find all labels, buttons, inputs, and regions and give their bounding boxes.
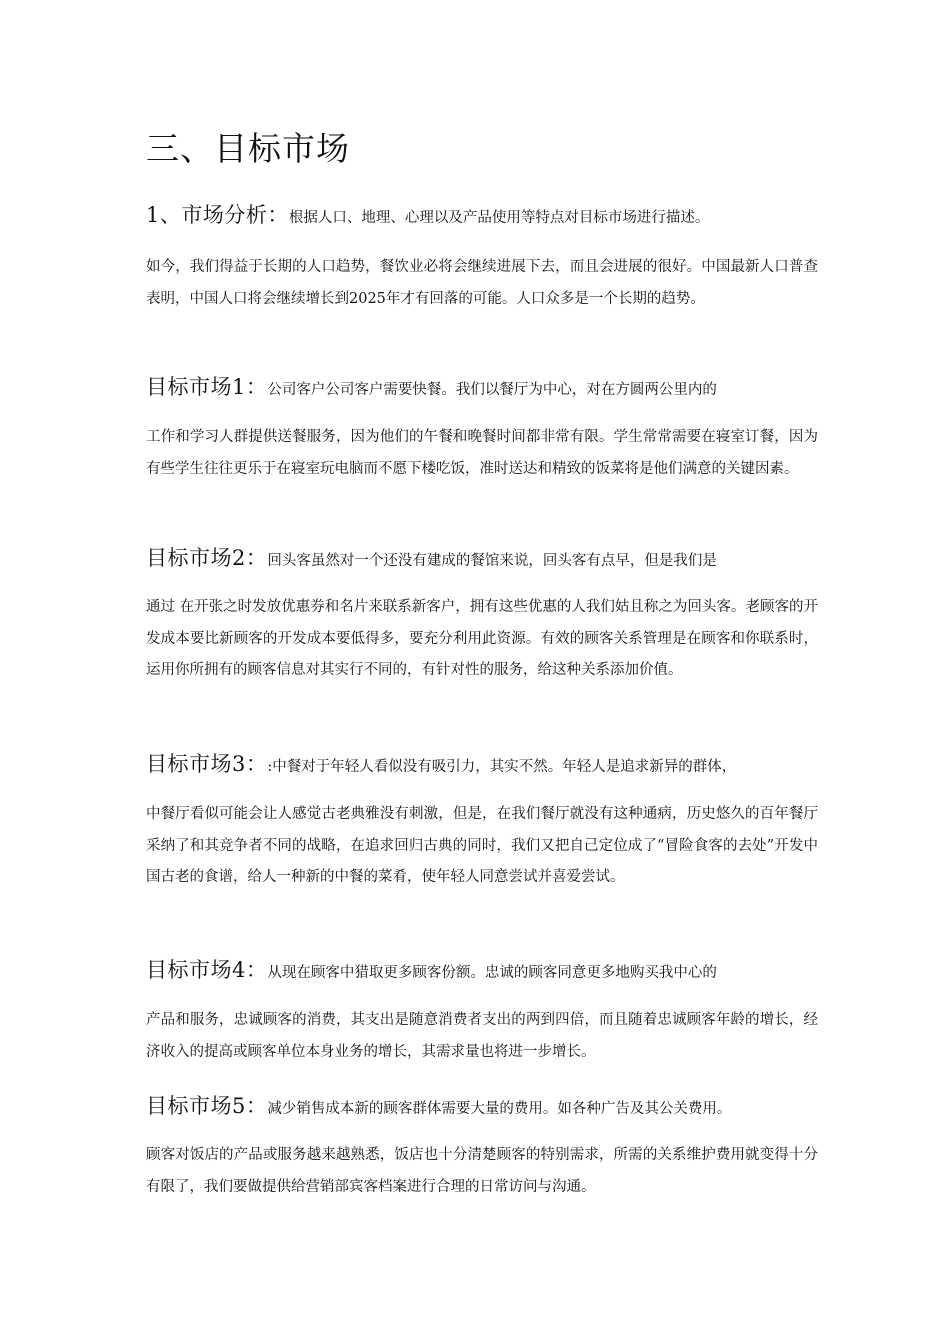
- target-market-1-heading-line: [146, 372, 818, 405]
- target-market-2-lead: 回头客虽然对一个还没有建成的餐馆来说，回头客有点早，但是我们是: [267, 553, 717, 569]
- target-market-1-heading: 目标市场1：: [146, 375, 268, 399]
- target-market-5-lead: 减少销售成本新的顾客群体需要大量的费用。如各种广告及其公关费用。: [267, 1101, 732, 1117]
- target-market-4-heading: 目标市场4：: [146, 958, 268, 982]
- target-market-3-heading: 目标市场3：: [146, 752, 268, 776]
- target-market-2-heading: 目标市场2：: [146, 546, 268, 570]
- target-market-1-body: 工作和学习人群提供送餐服务，因为他们的午餐和晚餐时间都非常有限。学生常常需要在寝室订餐，因为有些学生往往更乐于在寝室玩电脑而不愿下楼吃饭，准时送达和精致的饭菜将是他们满意的关键因素。: [146, 429, 818, 477]
- target-market-3-lead: :中餐对于年轻人看似没有吸引力，其实不然。年轻人是追求新异的群体，: [267, 759, 737, 775]
- target-market-5-heading: 目标市场5：: [146, 1094, 268, 1118]
- market-analysis-body: 如今，我们得益于长期的人口趋势，餐饮业必将会继续进展下去，而且会进展的很好。中国最新人口普查表明，中国人口将会继续增长到2025年才有回落的可能。人口众多是一个长期的趋势。: [146, 259, 818, 307]
- target-market-5-heading-line: [146, 1091, 818, 1124]
- market-analysis-heading-line: [146, 200, 818, 233]
- target-market-1-lead: 公司客户公司客户需要快餐。我们以餐厅为中心，对在方圆两公里内的: [267, 382, 717, 398]
- target-market-4-heading-line: [146, 955, 818, 988]
- document-page: [146, 0, 818, 1344]
- target-market-2-body: 通过 在开张之时发放优惠券和名片来联系新客户，拥有这些优惠的人我们姑且称之为回头客。老顾客的开发成本要比新顾客的开发成本要低得多，要充分利用此资源。有效的顾客关系管理是在顾客和你联系时，运用你所拥有的顾客信息对其实行不同的，有针对性的服务，给这种关系添加价值。: [146, 599, 818, 678]
- market-analysis-heading: 1、市场分析：: [146, 203, 289, 227]
- target-market-3-body: 中餐厅看似可能会让人感觉古老典雅没有刺激，但是，在我们餐厅就没有这种通病，历史悠久的百年餐厅采纳了和其竞争者不同的战略，在追求回归古典的同时，我们又把自己定位成了“冒险食客的去处”开发中国古老的食谱，给人一种新的中餐的菜肴，使年轻人同意尝试并喜爱尝试。: [146, 806, 818, 885]
- target-market-2-heading-line: [146, 543, 818, 576]
- target-market-3-heading-line: [146, 749, 818, 782]
- section-title: 三、目标市场: [146, 129, 350, 168]
- market-analysis-lead: 根据人口、地理、心理以及产品使用等特点对目标市场进行描述。: [288, 210, 710, 226]
- target-market-4-lead: 从现在顾客中猎取更多顾客份额。忠诚的顾客同意更多地购买我中心的: [267, 965, 717, 981]
- target-market-4-body: 产品和服务，忠诚顾客的消费，其支出是随意消费者支出的两到四倍，而且随着忠诚顾客年龄的增长，经济收入的提高或顾客单位本身业务的增长，其需求量也将进一步增长。: [146, 1012, 818, 1060]
- target-market-5-body: 顾客对饭店的产品或服务越来越熟悉，饭店也十分清楚顾客的特别需求，所需的关系维护费用就变得十分有限了，我们要做提供给营销部宾客档案进行合理的日常访问与沟通。: [146, 1147, 818, 1195]
